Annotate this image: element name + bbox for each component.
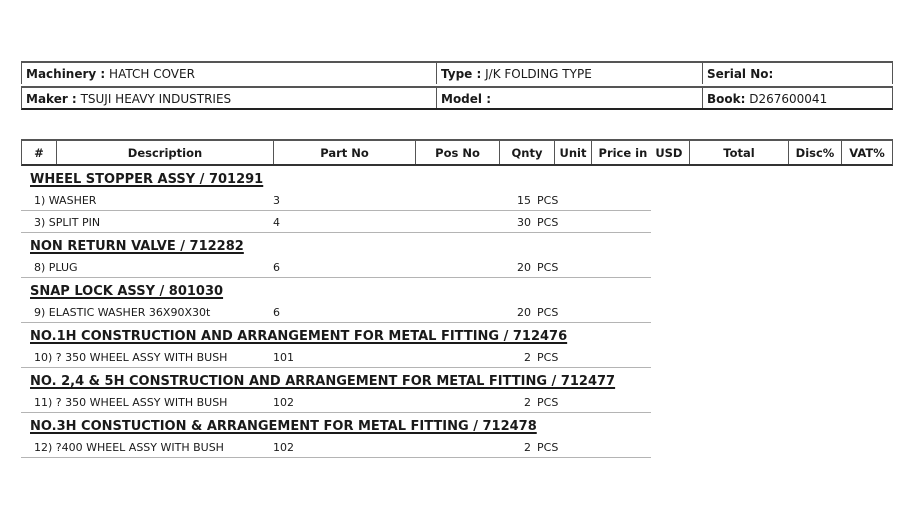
section-title: SNAP LOCK ASSY / 801030 xyxy=(30,284,224,299)
item-part-no: 6 xyxy=(273,261,280,274)
item-description: 3) SPLIT PIN xyxy=(34,216,101,229)
list-item xyxy=(21,301,651,323)
section-title: WHEEL STOPPER ASSY / 701291 xyxy=(30,172,264,187)
machinery-cell xyxy=(22,63,436,84)
item-qty: 20 xyxy=(517,306,531,319)
item-qty: 20 xyxy=(517,261,531,274)
col-header-part-no: Part No xyxy=(273,141,415,164)
item-unit: PCS xyxy=(537,306,559,319)
section-title: NO.1H CONSTRUCTION AND ARRANGEMENT FOR METAL FITTING / 712476 xyxy=(30,329,568,344)
info-row-machinery xyxy=(21,61,893,84)
item-part-no: 101 xyxy=(273,351,294,364)
col-header-disc: Disc% xyxy=(788,141,841,164)
col-header-qnty: Qnty xyxy=(499,141,554,164)
item-qty: 2 xyxy=(524,351,531,364)
item-part-no: 102 xyxy=(273,396,294,409)
section-title: NO.3H CONSTUCTION & ARRANGEMENT FOR METAL FITTING / 712478 xyxy=(30,419,537,434)
section-non-return-valve xyxy=(0,237,909,278)
info-row-maker xyxy=(21,86,893,110)
section-snap-lock-assy xyxy=(0,282,909,323)
serial-label: Serial No: xyxy=(707,67,774,81)
list-item xyxy=(21,256,651,278)
book-cell xyxy=(702,88,892,108)
item-unit: PCS xyxy=(537,216,559,229)
item-part-no: 3 xyxy=(273,194,280,207)
item-part-no: 4 xyxy=(273,216,280,229)
col-header-number: # xyxy=(34,146,44,160)
type-cell xyxy=(436,63,702,84)
book-label: Book: xyxy=(707,92,746,106)
item-qty: 15 xyxy=(517,194,531,207)
parts-list xyxy=(0,170,909,458)
item-description: 12) ?400 WHEEL ASSY WITH BUSH xyxy=(34,441,224,454)
item-part-no: 6 xyxy=(273,306,280,319)
section-title: NO. 2,4 & 5H CONSTRUCTION AND ARRANGEMENT FOR METAL FITTING / 712477 xyxy=(30,374,616,389)
item-qty: 30 xyxy=(517,216,531,229)
section-wheel-stopper-assy xyxy=(0,170,909,233)
col-header-unit: Unit xyxy=(554,141,591,164)
list-item xyxy=(21,346,651,368)
col-header-price: Price in USD xyxy=(591,141,689,164)
maker-value: TSUJI HEAVY INDUSTRIES xyxy=(80,92,232,106)
machinery-label: Machinery : xyxy=(26,67,106,81)
item-unit: PCS xyxy=(537,261,559,274)
list-item xyxy=(21,211,651,233)
book-value: D267600041 xyxy=(749,92,828,106)
maker-label: Maker : xyxy=(26,92,77,106)
item-unit: PCS xyxy=(537,194,559,207)
list-item xyxy=(21,436,651,458)
section-title: NON RETURN VALVE / 712282 xyxy=(30,239,244,254)
list-item xyxy=(21,391,651,413)
item-description: 9) ELASTIC WASHER 36X90X30t xyxy=(34,306,211,319)
item-qty: 2 xyxy=(524,441,531,454)
item-description: 11) ? 350 WHEEL ASSY WITH BUSH xyxy=(34,396,228,409)
model-label: Model : xyxy=(441,92,492,106)
column-header-row xyxy=(21,139,893,166)
type-label: Type : xyxy=(441,67,482,81)
item-part-no: 102 xyxy=(273,441,294,454)
item-qty: 2 xyxy=(524,396,531,409)
col-header-pos-no: Pos No xyxy=(415,141,499,164)
machinery-value: HATCH COVER xyxy=(109,67,195,81)
section-no1h-construction xyxy=(0,327,909,368)
col-header-description: Description xyxy=(56,141,273,164)
type-value: J/K FOLDING TYPE xyxy=(485,67,592,81)
col-header-total: Total xyxy=(689,141,788,164)
list-item xyxy=(21,189,651,211)
section-no245h-construction xyxy=(0,372,909,413)
section-no3h-constuction xyxy=(0,417,909,458)
item-description: 8) PLUG xyxy=(34,261,78,274)
serial-cell xyxy=(702,63,892,84)
item-unit: PCS xyxy=(537,351,559,364)
maker-cell xyxy=(22,88,436,108)
item-description: 10) ? 350 WHEEL ASSY WITH BUSH xyxy=(34,351,228,364)
item-description: 1) WASHER xyxy=(34,194,97,207)
item-unit: PCS xyxy=(537,396,559,409)
col-header-vat: VAT% xyxy=(841,141,892,164)
model-cell xyxy=(436,88,702,108)
item-unit: PCS xyxy=(537,441,559,454)
